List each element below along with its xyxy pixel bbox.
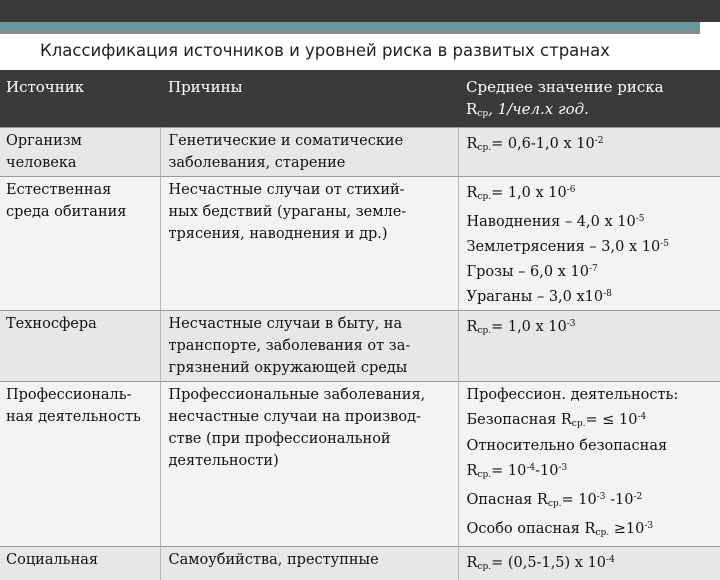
risk-value-line: Грозы – 6,0 х $10^{-7}$ [467, 258, 717, 283]
risk-cell [458, 177, 720, 311]
risk-value-line: Ураганы – 3,0 $х10^{-8}$ [467, 283, 717, 308]
source-cell [0, 547, 160, 580]
risk-cell [458, 311, 720, 382]
causes-cell-line: грязнений окружающей среды [169, 357, 454, 379]
causes-cell-line: Несчастные случаи от стихий- [169, 179, 454, 201]
source-cell-line: Естественная [6, 179, 156, 201]
source-cell [0, 382, 160, 547]
causes-cell [160, 128, 458, 177]
risk-value-line: Землетрясения – 3,0 х $10^{-5}$ [467, 233, 717, 258]
source-cell-line: Техносфера [6, 313, 156, 335]
table-body [0, 128, 720, 580]
causes-cell-line: Профессиональные заболевания, [169, 384, 454, 406]
causes-cell-line: трясения, наводнения и др.) [169, 223, 454, 245]
causes-cell [160, 382, 458, 547]
table-row [0, 128, 720, 177]
causes-cell-line: транспорте, заболевания от за- [169, 335, 454, 357]
source-cell-line: человека [6, 152, 156, 174]
header-risk-line1: Среднее значение риска [466, 76, 716, 98]
risk-cell [458, 128, 720, 177]
causes-cell-line: ных бедствий (ураганы, земле- [169, 201, 454, 223]
risk-value-line: $R_{ср.}= 1,0$ х $10^{-3}$ [467, 313, 717, 342]
risk-cell [458, 382, 720, 547]
causes-cell [160, 547, 458, 580]
causes-cell-line: Самоубийства, преступные [169, 549, 454, 571]
table-row [0, 311, 720, 382]
header-risk-line2: $R_{ср}$, 1/чел.х год. [466, 98, 716, 125]
causes-cell-line: заболевания, старение [169, 152, 454, 174]
table-row [0, 177, 720, 311]
table-row [0, 547, 720, 580]
top-bar-dark [0, 0, 720, 22]
risk-value-line: Безопасная $R_{ср.}= \le 10^{-4}$ [467, 406, 717, 435]
source-cell-line: Организм [6, 130, 156, 152]
risk-value-line: Относительно безопасная [467, 435, 717, 457]
source-cell [0, 128, 160, 177]
header-risk [458, 70, 720, 128]
causes-cell-line: несчастные случаи на производ- [169, 406, 454, 428]
risk-value-line: $R_{ср.}= 0,6-1,0$ х $10^{-2}$ [467, 130, 717, 159]
table-row [0, 382, 720, 547]
risk-value-line: $R_{ср.}= 10^{-4}-10^{-3}$ [467, 457, 717, 486]
causes-cell-line: Генетические и соматические [169, 130, 454, 152]
causes-cell [160, 177, 458, 311]
risk-value-line: $R_{ср.}= 1,0$ х $10^{-6}$ [467, 179, 717, 208]
causes-cell-line: Несчастные случаи в быту, на [169, 313, 454, 335]
causes-cell [160, 311, 458, 382]
risk-value-line: Профессион. деятельность: [467, 384, 717, 406]
top-right-block [700, 22, 720, 34]
source-cell [0, 311, 160, 382]
top-bar-accent [0, 22, 700, 29]
risk-value-line: $R_{ср.}= (0,5-1,5)$ х $10^{-4}$ [467, 549, 717, 578]
source-cell-line: Социальная [6, 549, 156, 571]
causes-cell-line: стве (при профессиональной [169, 428, 454, 450]
header-source: Источник [0, 70, 160, 128]
header-causes: Причины [160, 70, 458, 128]
causes-cell-line: деятельности) [169, 450, 454, 472]
source-cell-line: среда обитания [6, 201, 156, 223]
risk-value-line: Наводнения – 4,0 х $10^{-5}$ [467, 208, 717, 233]
source-cell [0, 177, 160, 311]
risk-table [0, 70, 720, 580]
table-header-row [0, 70, 720, 128]
risk-value-line: Опасная $R_{ср.}= 10^{-3}$ $-10^{-2}$ [467, 486, 717, 515]
top-bar-gray [0, 29, 700, 34]
source-cell-line: ная деятельность [6, 406, 156, 428]
risk-cell [458, 547, 720, 580]
source-cell-line: Профессиональ- [6, 384, 156, 406]
risk-value-line: Особо опасная $R_{ср.} \ge 10^{-3}$ [467, 515, 717, 544]
slide-title: Классификация источников и уровней риска в развитых странах [40, 41, 700, 60]
